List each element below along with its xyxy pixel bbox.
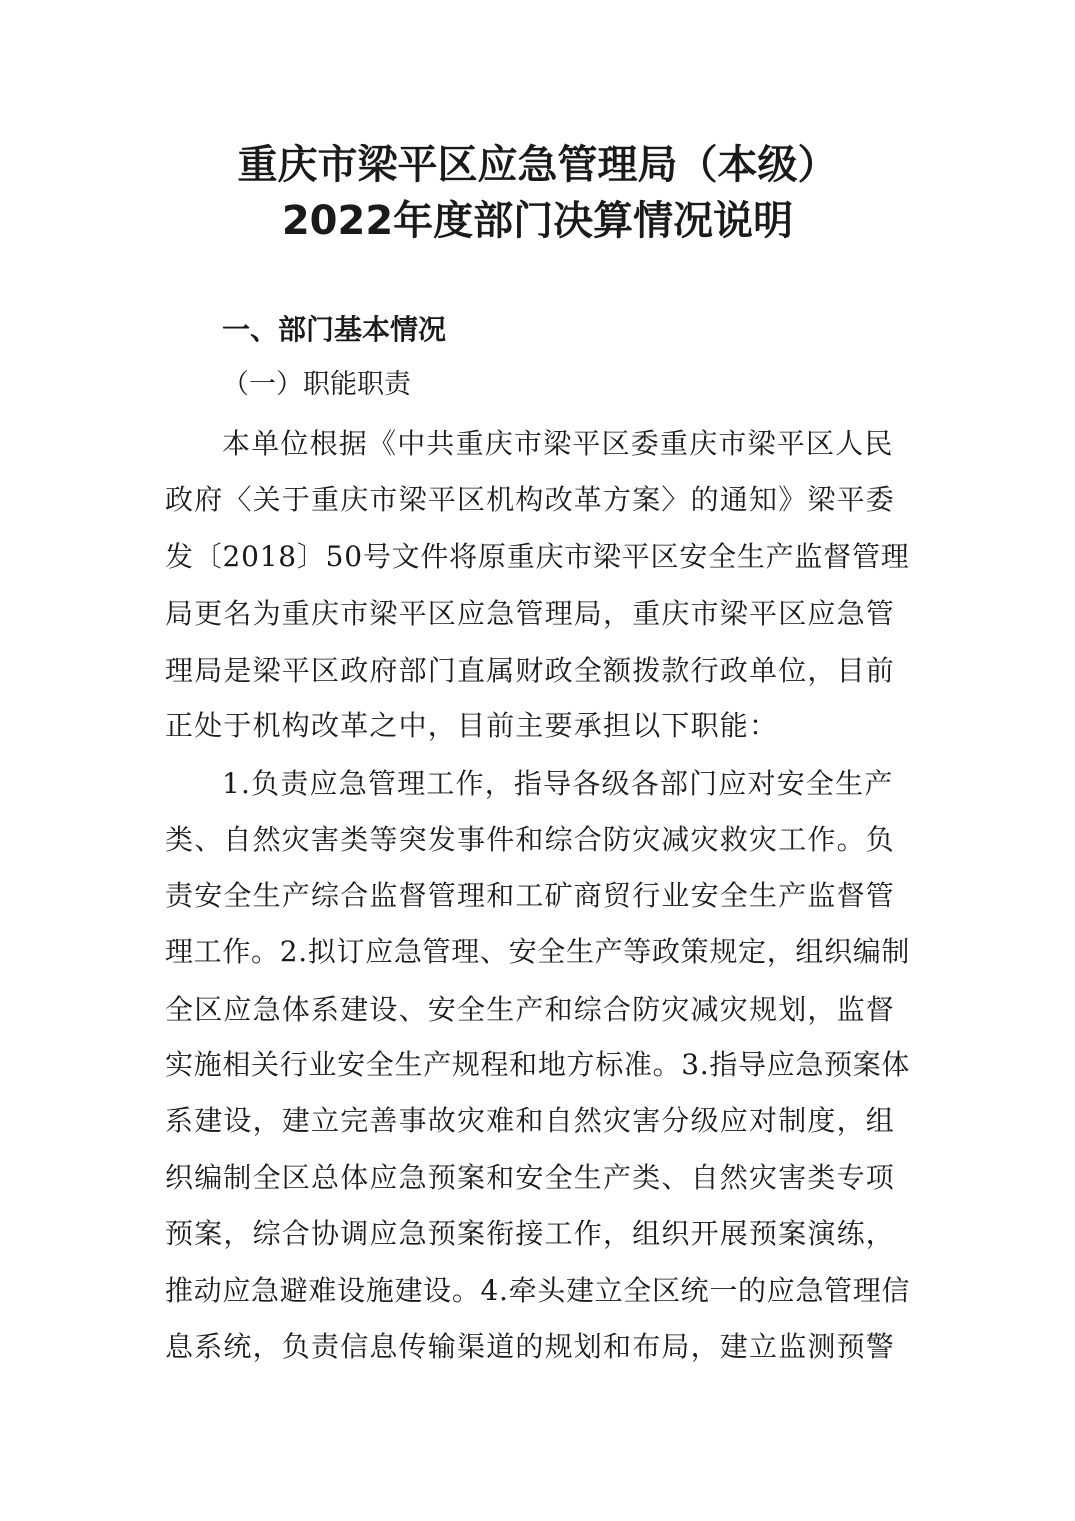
body-line: 本单位根据《中共重庆市梁平区委重庆市梁平区人民 [222, 427, 894, 460]
body-line: 局更名为重庆市梁平区应急管理局，重庆市梁平区应急管 [165, 597, 896, 630]
body-line: 全区应急体系建设、安全生产和综合防灾减灾规划，监督 [165, 993, 896, 1026]
body-line: 政府〈关于重庆市梁平区机构改革方案〉的通知》梁平委 [165, 483, 896, 516]
document-title-line-1: 重庆市梁平区应急管理局（本级） [237, 142, 838, 188]
body-line: 实施相关行业安全生产规程和地方标准。3.指导应急预案体 [165, 1048, 911, 1081]
subsection-heading: （一）职能职责 [222, 369, 411, 400]
body-line: 息系统，负责信息传输渠道的规划和布局，建立监测预警 [165, 1330, 896, 1363]
body-line: 责安全生产综合监督管理和工矿商贸行业安全生产监督管 [165, 879, 896, 912]
body-line: 推动应急避难设施建设。4.牵头建立全区统一的应急管理信 [165, 1274, 911, 1307]
body-line: 织编制全区总体应急预案和安全生产类、自然灾害类专项 [165, 1161, 896, 1194]
body-line: 正处于机构改革之中，目前主要承担以下职能： [165, 709, 779, 742]
body-line: 类、自然灾害类等突发事件和综合防灾减灾救灾工作。负 [165, 823, 896, 856]
body-line: 预案，综合协调应急预案衔接工作，组织开展预案演练， [165, 1217, 896, 1250]
body-line: 理局是梁平区政府部门直属财政全额拨款行政单位，目前 [165, 654, 896, 687]
body-line: 系建设，建立完善事故灾难和自然灾害分级应对制度，组 [165, 1104, 896, 1137]
document-title-line-2: 2022年度部门决算情况说明 [281, 198, 794, 244]
body-line: 1.负责应急管理工作，指导各级各部门应对安全生产 [222, 767, 894, 800]
body-line: 理工作。2.拟订应急管理、安全生产等政策规定，组织编制 [165, 935, 911, 968]
section-heading: 一、部门基本情况 [222, 313, 447, 346]
body-line: 发〔2018〕50号文件将原重庆市梁平区安全生产监督管理 [165, 540, 910, 573]
